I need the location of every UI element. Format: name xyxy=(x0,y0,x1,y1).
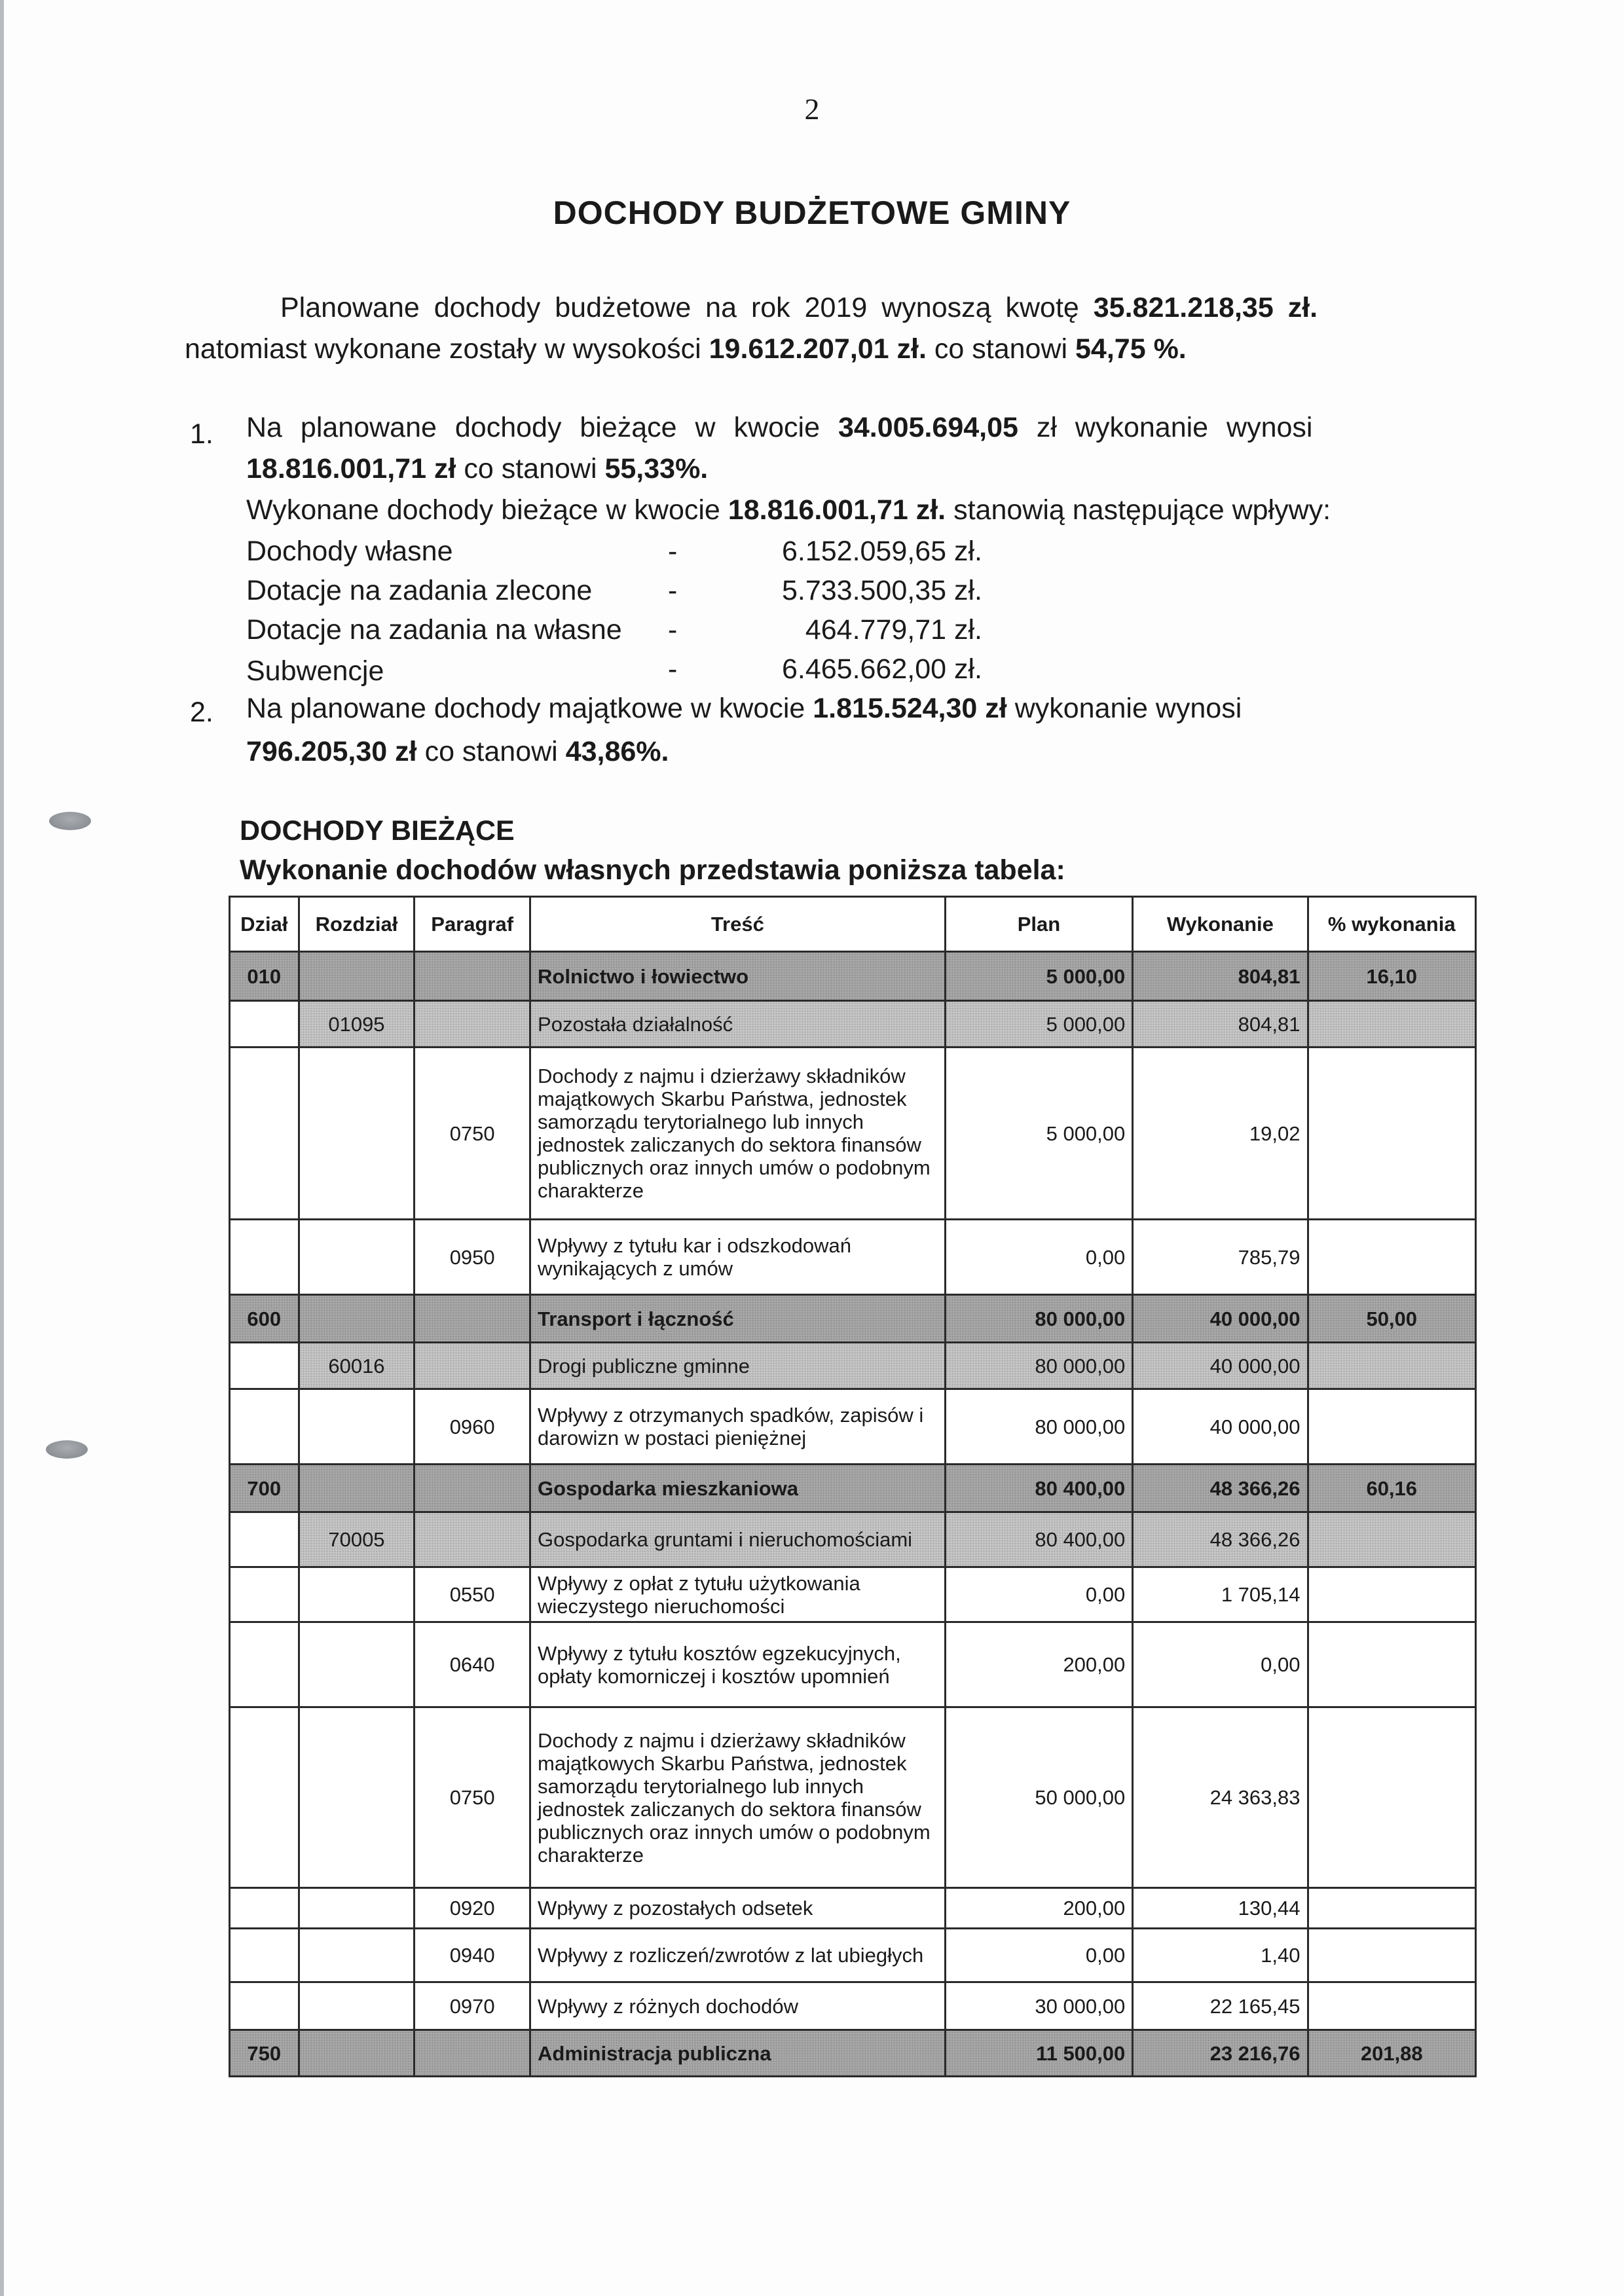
cell-wykonanie: 40 000,00 xyxy=(1133,1295,1308,1343)
scan-edge-shadow xyxy=(0,0,4,2296)
cell-tresc: Rolnictwo i łowiectwo xyxy=(530,952,946,1001)
cell-plan: 0,00 xyxy=(945,1567,1133,1622)
item2-percent: 43,86%. xyxy=(565,736,669,767)
cell-paragraf: 0920 xyxy=(415,1888,530,1929)
cell-dzial: 700 xyxy=(230,1465,299,1512)
breakdown-intro xyxy=(246,490,1331,530)
cell-plan: 5 000,00 xyxy=(945,952,1133,1001)
cell-wykonanie: 48 366,26 xyxy=(1133,1465,1308,1512)
table-row-paragraf xyxy=(230,1929,1476,1982)
table-row-paragraf xyxy=(230,1622,1476,1707)
cell-tresc: Wpływy z pozostałych odsetek xyxy=(530,1888,946,1929)
cell-tresc: Wpływy z rozliczeń/zwrotów z lat ubiegłych xyxy=(530,1929,946,1982)
cell-tresc: Pozostała działalność xyxy=(530,1001,946,1048)
table-row-paragraf xyxy=(230,1220,1476,1295)
cell-paragraf: 0640 xyxy=(415,1622,530,1707)
punch-hole-icon xyxy=(46,1440,88,1459)
cell-plan: 0,00 xyxy=(945,1220,1133,1295)
cell-paragraf xyxy=(415,1343,530,1389)
cell-wykonanie: 0,00 xyxy=(1133,1622,1308,1707)
table-row-paragraf xyxy=(230,1888,1476,1929)
cell-plan: 80 000,00 xyxy=(945,1295,1133,1343)
cell-paragraf: 0960 xyxy=(415,1389,530,1465)
cell-rozdzial xyxy=(299,1220,415,1295)
cell-plan: 5 000,00 xyxy=(945,1001,1133,1048)
cell-tresc: Wpływy z opłat z tytułu użytkowania wieczystego nieruchomości xyxy=(530,1567,946,1622)
cell-rozdzial xyxy=(299,1622,415,1707)
cell-plan: 80 000,00 xyxy=(945,1389,1133,1465)
cell-rozdzial xyxy=(299,1465,415,1512)
section-subheading: Wykonanie dochodów własnych przedstawia poniższa tabela: xyxy=(240,854,1065,886)
cell-procent xyxy=(1308,1048,1476,1220)
cell-paragraf: 0550 xyxy=(415,1567,530,1622)
table-header-row xyxy=(230,897,1476,952)
cell-rozdzial xyxy=(299,1888,415,1929)
cell-paragraf: 0750 xyxy=(415,1048,530,1220)
item-text: wykonanie wynosi xyxy=(1014,693,1242,724)
cell-dzial xyxy=(230,1929,299,1982)
item-text: zł wykonanie wynosi xyxy=(1036,412,1313,443)
cell-plan: 30 000,00 xyxy=(945,1982,1133,2030)
cell-plan: 200,00 xyxy=(945,1622,1133,1707)
cell-dzial xyxy=(230,1622,299,1707)
cell-wykonanie: 48 366,26 xyxy=(1133,1512,1308,1567)
list-number: 1. xyxy=(190,418,213,450)
table-row-rozdzial xyxy=(230,1001,1476,1048)
cell-rozdzial xyxy=(299,2030,415,2077)
cell-tresc: Transport i łączność xyxy=(530,1295,946,1343)
cell-rozdzial xyxy=(299,1567,415,1622)
cell-wykonanie: 40 000,00 xyxy=(1133,1389,1308,1465)
cell-procent xyxy=(1308,1888,1476,1929)
table-row-dzial xyxy=(230,1295,1476,1343)
cell-plan: 11 500,00 xyxy=(945,2030,1133,2077)
breakdown-dash: - xyxy=(668,536,678,567)
table-row-paragraf xyxy=(230,1389,1476,1465)
breakdown-value: 5.733.500,35 zł. xyxy=(781,575,982,606)
cell-rozdzial xyxy=(299,1929,415,1982)
table-row-paragraf xyxy=(230,1707,1476,1888)
cell-wykonanie: 1,40 xyxy=(1133,1929,1308,1982)
cell-procent xyxy=(1308,1622,1476,1707)
cell-procent: 16,10 xyxy=(1308,952,1476,1001)
cell-rozdzial xyxy=(299,1048,415,1220)
cell-plan: 50 000,00 xyxy=(945,1707,1133,1888)
table-row-paragraf xyxy=(230,1048,1476,1220)
item-text: Na planowane dochody bieżące w kwocie xyxy=(246,412,820,443)
cell-wykonanie: 1 705,14 xyxy=(1133,1567,1308,1622)
cell-paragraf: 0750 xyxy=(415,1707,530,1888)
cell-tresc: Gospodarka mieszkaniowa xyxy=(530,1465,946,1512)
cell-dzial xyxy=(230,1512,299,1567)
item-text: co stanowi xyxy=(424,736,558,767)
cell-paragraf xyxy=(415,1295,530,1343)
section-heading: DOCHODY BIEŻĄCE xyxy=(240,815,515,847)
cell-rozdzial xyxy=(299,952,415,1001)
item1-executed: 18.816.001,71 zł xyxy=(246,453,456,484)
intro-text: co stanowi xyxy=(934,333,1068,365)
cell-paragraf xyxy=(415,1465,530,1512)
item2-line-2 xyxy=(246,732,669,771)
cell-tresc: Gospodarka gruntami i nieruchomościami xyxy=(530,1512,946,1567)
item-text: Na planowane dochody majątkowe w kwocie xyxy=(246,693,805,724)
intro-text: Planowane dochody budżetowe na rok 2019 wynoszą kwotę xyxy=(280,292,1079,323)
cell-procent xyxy=(1308,1220,1476,1295)
cell-procent: 50,00 xyxy=(1308,1295,1476,1343)
cell-paragraf: 0950 xyxy=(415,1220,530,1295)
cell-plan: 0,00 xyxy=(945,1929,1133,1982)
breakdown-label: Subwencje xyxy=(246,655,384,687)
item-text: co stanowi xyxy=(464,453,597,484)
cell-procent xyxy=(1308,1512,1476,1567)
breakdown-dash: - xyxy=(668,614,678,646)
item-text: Wykonane dochody bieżące w kwocie xyxy=(246,494,720,526)
cell-dzial xyxy=(230,1567,299,1622)
cell-dzial xyxy=(230,1982,299,2030)
list-number: 2. xyxy=(190,697,213,728)
cell-rozdzial: 70005 xyxy=(299,1512,415,1567)
column-header-rozdzial: Rozdział xyxy=(299,897,415,952)
executed-total: 19.612.207,01 zł. xyxy=(709,333,927,365)
cell-procent: 201,88 xyxy=(1308,2030,1476,2077)
cell-procent xyxy=(1308,1982,1476,2030)
cell-procent xyxy=(1308,1929,1476,1982)
cell-paragraf: 0970 xyxy=(415,1982,530,2030)
column-header-procent: % wykonania xyxy=(1308,897,1476,952)
cell-plan: 80 000,00 xyxy=(945,1343,1133,1389)
punch-hole-icon xyxy=(49,812,91,830)
table-row-rozdzial xyxy=(230,1343,1476,1389)
cell-procent xyxy=(1308,1001,1476,1048)
item1-planned: 34.005.694,05 xyxy=(838,412,1018,443)
cell-tresc: Wpływy z tytułu kosztów egzekucyjnych, opłaty komorniczej i kosztów upomnień xyxy=(530,1622,946,1707)
item2-executed: 796.205,30 zł xyxy=(246,736,417,767)
column-header-dzial: Dział xyxy=(230,897,299,952)
breakdown-value: 464.779,71 zł. xyxy=(805,614,982,646)
cell-dzial xyxy=(230,1888,299,1929)
cell-plan: 80 400,00 xyxy=(945,1512,1133,1567)
cell-dzial xyxy=(230,1220,299,1295)
intro-text: natomiast wykonane zostały w wysokości xyxy=(185,333,701,365)
cell-dzial xyxy=(230,1001,299,1048)
cell-wykonanie: 804,81 xyxy=(1133,952,1308,1001)
cell-plan: 5 000,00 xyxy=(945,1048,1133,1220)
executed-percent: 54,75 %. xyxy=(1075,333,1187,365)
column-header-wykonanie: Wykonanie xyxy=(1133,897,1308,952)
planned-total: 35.821.218,35 zł. xyxy=(1093,292,1318,323)
table-row-rozdzial xyxy=(230,1512,1476,1567)
page-number: 2 xyxy=(804,92,820,126)
breakdown-dash: - xyxy=(668,653,678,685)
cell-dzial: 750 xyxy=(230,2030,299,2077)
cell-wykonanie: 40 000,00 xyxy=(1133,1343,1308,1389)
cell-wykonanie: 804,81 xyxy=(1133,1001,1308,1048)
cell-tresc: Wpływy z otrzymanych spadków, zapisów i darowizn w postaci pieniężnej xyxy=(530,1389,946,1465)
table-row-dzial xyxy=(230,2030,1476,2077)
cell-dzial: 600 xyxy=(230,1295,299,1343)
cell-rozdzial xyxy=(299,1982,415,2030)
cell-dzial xyxy=(230,1048,299,1220)
page-title: DOCHODY BUDŻETOWE GMINY xyxy=(553,194,1071,231)
cell-wykonanie: 19,02 xyxy=(1133,1048,1308,1220)
cell-procent xyxy=(1308,1707,1476,1888)
cell-procent xyxy=(1308,1389,1476,1465)
cell-procent: 60,16 xyxy=(1308,1465,1476,1512)
cell-wykonanie: 23 216,76 xyxy=(1133,2030,1308,2077)
cell-rozdzial xyxy=(299,1707,415,1888)
cell-rozdzial: 01095 xyxy=(299,1001,415,1048)
breakdown-value: 6.465.662,00 zł. xyxy=(781,653,982,685)
cell-tresc: Dochody z najmu i dzierżawy składników majątkowych Skarbu Państwa, jednostek samorządu terytorialnego lub innych jednostek zaliczanych do sektora finansów publicznych oraz innych umów o podobnym charakterze xyxy=(530,1707,946,1888)
breakdown-dash: - xyxy=(668,575,678,606)
cell-paragraf xyxy=(415,1001,530,1048)
cell-paragraf xyxy=(415,952,530,1001)
column-header-paragraf: Paragraf xyxy=(415,897,530,952)
column-header-plan: Plan xyxy=(945,897,1133,952)
cell-procent xyxy=(1308,1567,1476,1622)
cell-dzial xyxy=(230,1343,299,1389)
table-row-dzial xyxy=(230,1465,1476,1512)
item1-line-2 xyxy=(246,449,708,488)
cell-tresc: Wpływy z różnych dochodów xyxy=(530,1982,946,2030)
table-row-dzial xyxy=(230,952,1476,1001)
item1-percent: 55,33%. xyxy=(604,453,709,484)
breakdown-label: Dochody własne xyxy=(246,536,453,567)
cell-wykonanie: 22 165,45 xyxy=(1133,1982,1308,2030)
item2-line-1 xyxy=(246,689,1242,728)
item2-planned: 1.815.524,30 zł xyxy=(813,693,1007,724)
table-row-paragraf xyxy=(230,1982,1476,2030)
item-text: stanowią następujące wpływy: xyxy=(953,494,1331,526)
breakdown-value: 6.152.059,65 zł. xyxy=(781,536,982,567)
cell-plan: 80 400,00 xyxy=(945,1465,1133,1512)
cell-wykonanie: 24 363,83 xyxy=(1133,1707,1308,1888)
cell-wykonanie: 785,79 xyxy=(1133,1220,1308,1295)
cell-plan: 200,00 xyxy=(945,1888,1133,1929)
cell-procent xyxy=(1308,1343,1476,1389)
cell-tresc: Wpływy z tytułu kar i odszkodowań wynikających z umów xyxy=(530,1220,946,1295)
cell-tresc: Dochody z najmu i dzierżawy składników majątkowych Skarbu Państwa, jednostek samorządu terytorialnego lub innych jednostek zaliczanych do sektora finansów publicznych oraz innych umów o podobnym charakterze xyxy=(530,1048,946,1220)
revenue-table xyxy=(229,896,1477,2077)
table-row-paragraf xyxy=(230,1567,1476,1622)
cell-dzial: 010 xyxy=(230,952,299,1001)
cell-paragraf xyxy=(415,2030,530,2077)
cell-paragraf: 0940 xyxy=(415,1929,530,1982)
column-header-tresc: Treść xyxy=(530,897,946,952)
intro-line-2 xyxy=(185,329,1187,369)
breakdown-amount: 18.816.001,71 zł. xyxy=(728,494,946,526)
cell-wykonanie: 130,44 xyxy=(1133,1888,1308,1929)
cell-dzial xyxy=(230,1389,299,1465)
cell-rozdzial xyxy=(299,1389,415,1465)
cell-tresc: Drogi publiczne gminne xyxy=(530,1343,946,1389)
cell-rozdzial: 60016 xyxy=(299,1343,415,1389)
cell-dzial xyxy=(230,1707,299,1888)
cell-paragraf xyxy=(415,1512,530,1567)
item1-line-1 xyxy=(246,408,1312,447)
breakdown-label: Dotacje na zadania zlecone xyxy=(246,575,593,606)
cell-tresc: Administracja publiczna xyxy=(530,2030,946,2077)
intro-line-1 xyxy=(280,288,1426,327)
cell-rozdzial xyxy=(299,1295,415,1343)
breakdown-label: Dotacje na zadania na własne xyxy=(246,614,622,646)
